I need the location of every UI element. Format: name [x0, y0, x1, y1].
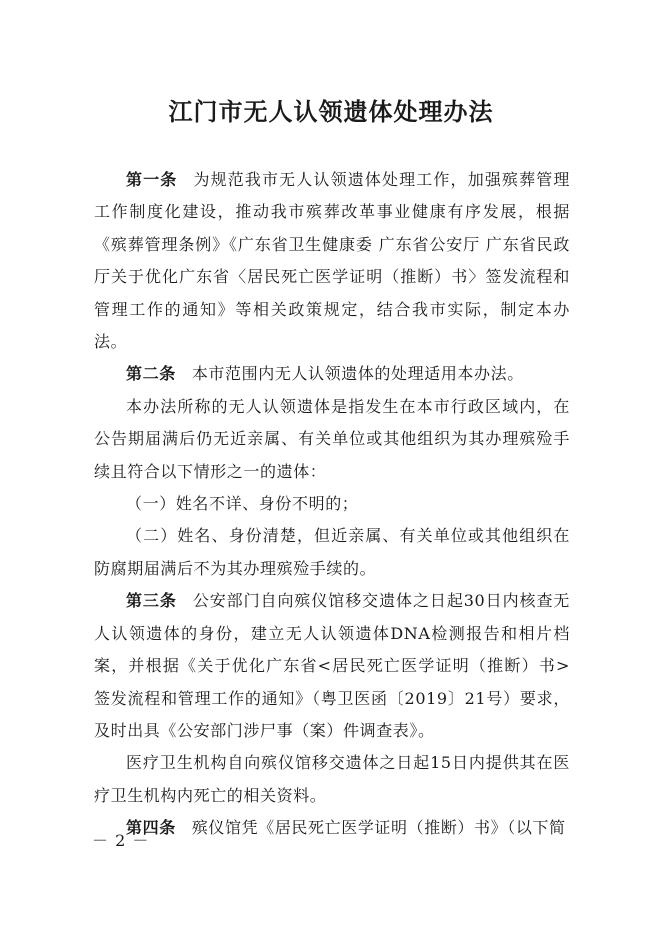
paragraph-text: 医疗卫生机构自向殡仪馆移交遗体之日起15日内提供其在医疗卫生机构内死亡的相关资料。 — [94, 753, 570, 805]
article-label: 第二条 — [126, 364, 176, 384]
document-body — [94, 164, 570, 845]
article-3 — [94, 585, 570, 747]
article-text: 公安部门自向殡仪馆移交遗体之日起30日内核查无人认领遗体的身份，建立无人认领遗体DNA检测报告和相片档案，并根据《关于优化广东省<居民死亡医学证明（推断）书>签发流程和管理工作的通知》（粤卫医函〔2019〕21号）要求，及时出具《公安部门涉尸事（案）件调查表》。 — [94, 591, 570, 740]
article-1 — [94, 164, 570, 358]
paragraph — [94, 747, 570, 812]
article-label: 第三条 — [126, 591, 177, 611]
page-number: － 2 － — [92, 831, 150, 850]
list-item-text: （二）姓名、身份清楚，但近亲属、有关单位或其他组织在防腐期届满后不为其办理殡殓手续的。 — [94, 526, 570, 578]
article-label: 第四条 — [126, 818, 176, 838]
article-text: 殡仪馆凭《居民死亡医学证明（推断）书》（以下简 — [191, 818, 566, 838]
article-label: 第一条 — [126, 170, 178, 189]
article-text: 为规范我市无人认领遗体处理工作，加强殡葬管理工作制度化建设，推动我市殡葬改革事业健康有序发展，根据《殡葬管理条例》《广东省卫生健康委 广东省公安厅 广东省民政厅关于优化广东省〈居民死亡医学证明（推断）书〉签发流程和管理工作的通知》等相关政策规定，结合我市实际，制定本办法。 — [94, 170, 570, 352]
paragraph — [94, 391, 570, 488]
article-2 — [94, 358, 570, 390]
article-4 — [94, 812, 570, 844]
paragraph-text: 本办法所称的无人认领遗体是指发生在本市行政区域内，在公告期届满后仍无近亲属、有关单位或其他组织为其办理殡殓手续且符合以下情形之一的遗体： — [94, 396, 570, 481]
list-item — [94, 520, 570, 585]
list-item-text: （一）姓名不详、身份不明的； — [126, 494, 359, 514]
article-text: 本市范围内无人认领遗体的处理适用本办法。 — [191, 364, 524, 384]
list-item — [94, 488, 570, 520]
document-title: 江门市无人认领遗体处理办法 — [168, 97, 494, 126]
